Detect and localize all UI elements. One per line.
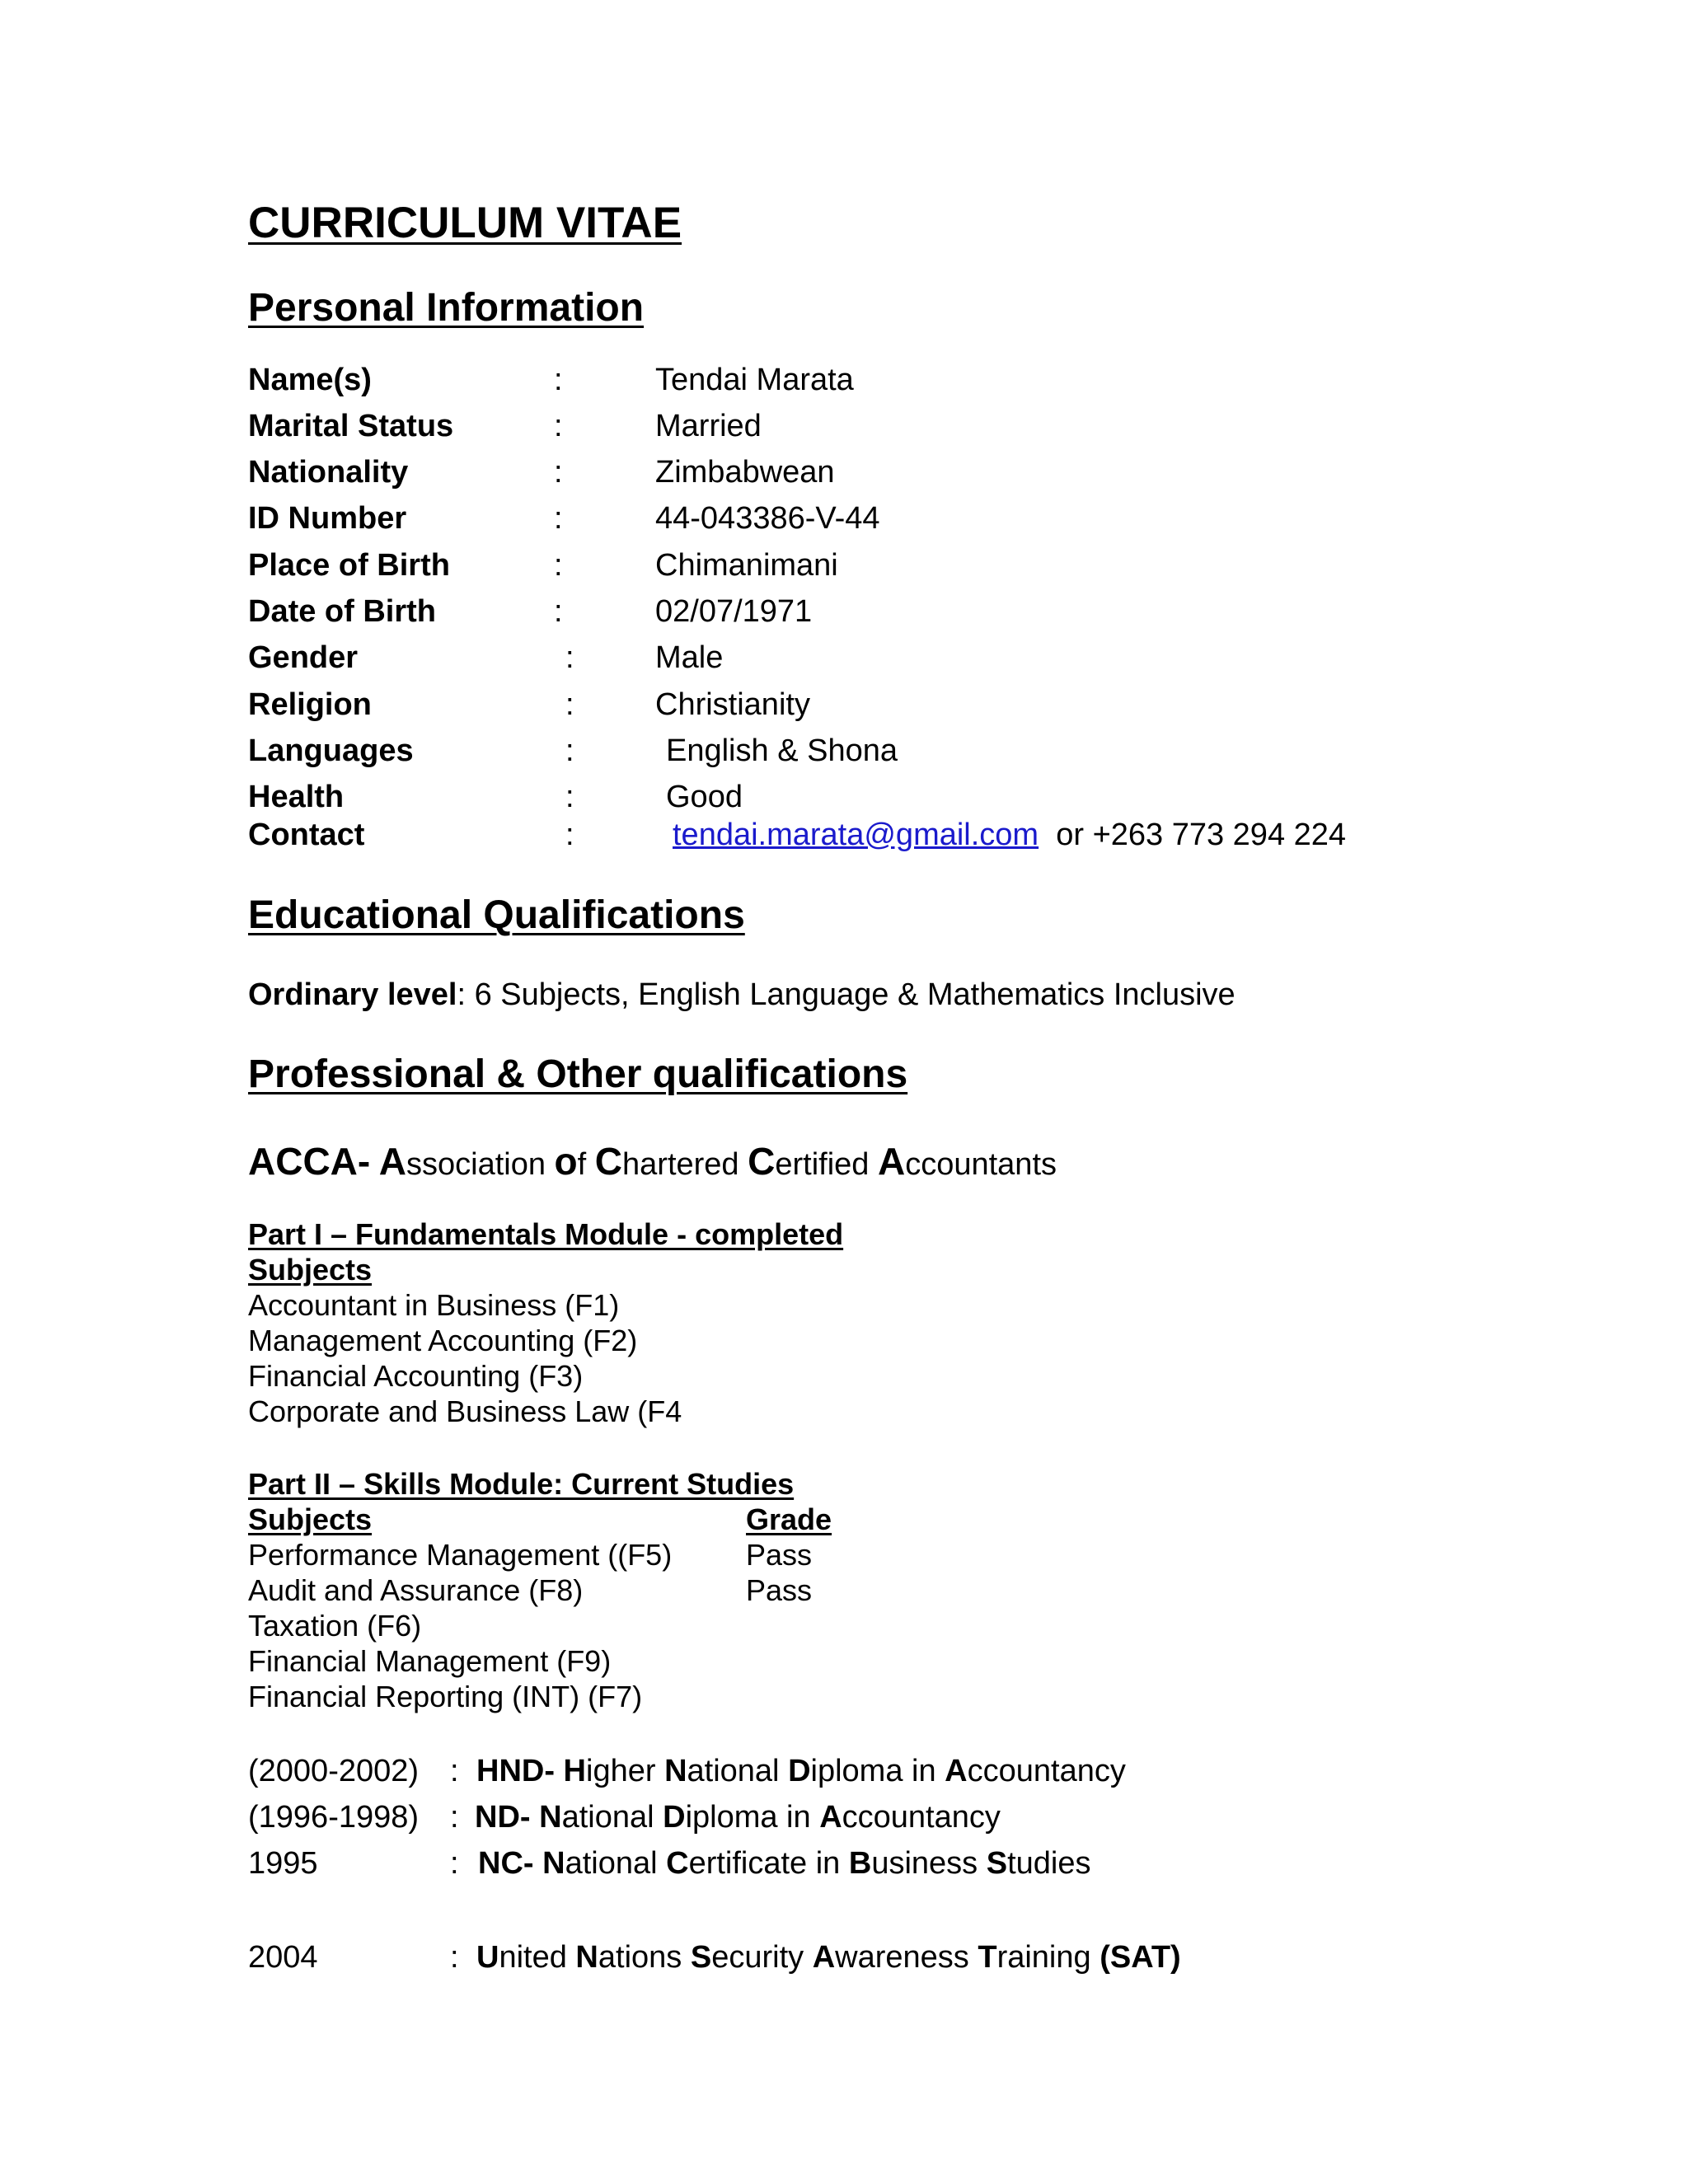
part1-subject: Accountant in Business (F1)	[248, 1288, 620, 1322]
info-value-contact	[673, 818, 1346, 853]
info-colon: :	[554, 409, 563, 443]
part2-subjects-label: Subjects	[248, 1502, 373, 1536]
acca-initial: A	[378, 1140, 406, 1183]
acca-initial: C	[748, 1140, 776, 1183]
info-value-health: Good	[666, 780, 743, 814]
olevel-text: : 6 Subjects, English Language & Mathematics Inclusive	[457, 977, 1236, 1012]
part1-heading: Part I – Fundamentals Module - completed	[248, 1217, 844, 1251]
part2-subject: Audit and Assurance (F8)	[248, 1573, 584, 1607]
timeline-initial: S	[690, 1940, 712, 1975]
info-label-name: Name(s)	[248, 363, 372, 397]
info-colon: :	[554, 363, 563, 397]
document-title: CURRICULUM VITAE	[248, 199, 682, 247]
timeline-entry	[476, 1754, 1126, 1789]
part2-subject: Performance Management ((F5)	[248, 1538, 673, 1572]
info-value-religion: Christianity	[655, 687, 810, 722]
timeline-initial: U	[476, 1940, 499, 1975]
timeline-word: iploma in	[685, 1800, 820, 1835]
acca-word: ccountants	[905, 1147, 1057, 1182]
part1-subject: Management Accounting (F2)	[248, 1324, 638, 1357]
info-label-religion: Religion	[248, 687, 372, 722]
info-value-date-of-birth: 02/07/1971	[655, 594, 813, 629]
timeline-colon: :	[450, 1800, 459, 1835]
info-label-marital-status: Marital Status	[248, 409, 454, 443]
info-value-place-of-birth: Chimanimani	[655, 548, 838, 583]
timeline-entry	[475, 1800, 1001, 1835]
timeline-initial: T	[978, 1940, 997, 1975]
timeline-colon: :	[450, 1846, 459, 1881]
timeline-word: ccountancy	[967, 1754, 1126, 1788]
timeline-initial: A	[812, 1940, 836, 1975]
info-label-date-of-birth: Date of Birth	[248, 594, 436, 629]
info-colon: :	[554, 548, 563, 583]
phone-number: or +263 773 294 224	[1056, 818, 1347, 852]
acca-word: ssociation	[406, 1147, 546, 1182]
timeline-initial: N	[575, 1940, 598, 1975]
info-colon: :	[565, 780, 574, 814]
timeline-word: iploma in	[810, 1754, 945, 1788]
timeline-initial: N	[539, 1800, 562, 1835]
timeline-initial: N	[664, 1754, 687, 1788]
timeline-word: ccountancy	[842, 1800, 1001, 1835]
part2-grade-label: Grade	[746, 1502, 832, 1536]
part1-subject: Corporate and Business Law (F4	[248, 1394, 682, 1428]
timeline-initial: A	[819, 1800, 842, 1835]
info-label-nationality: Nationality	[248, 455, 409, 490]
info-label-gender: Gender	[248, 640, 359, 675]
timeline-initial: N	[542, 1846, 565, 1881]
education-heading: Educational Qualifications	[248, 893, 745, 937]
timeline-period: (1996-1998)	[248, 1800, 420, 1835]
timeline-initial: S	[986, 1846, 1008, 1881]
info-colon: :	[554, 455, 563, 490]
acca-initial: C	[594, 1140, 623, 1183]
info-value-id-number: 44-043386-V-44	[655, 501, 880, 536]
timeline-word: ational	[561, 1800, 663, 1835]
timeline-word: ational	[687, 1754, 789, 1788]
timeline-period: (2000-2002)	[248, 1754, 420, 1788]
timeline-initial: D	[663, 1800, 686, 1835]
info-label-health: Health	[248, 780, 345, 814]
info-colon: :	[565, 640, 574, 675]
timeline-abbr: HND-	[476, 1754, 555, 1788]
timeline-colon: :	[450, 1754, 459, 1788]
info-value-nationality: Zimbabwean	[655, 455, 835, 490]
info-colon: :	[554, 594, 563, 629]
timeline-word: ational	[565, 1846, 667, 1881]
part2-heading: Part II – Skills Module: Current Studies	[248, 1467, 795, 1501]
timeline-initial: A	[945, 1754, 968, 1788]
timeline-colon: :	[450, 1940, 459, 1975]
info-label-contact: Contact	[248, 818, 365, 852]
info-label-languages: Languages	[248, 733, 414, 768]
olevel-label: Ordinary level	[248, 977, 457, 1012]
acca-initial: A	[877, 1140, 906, 1183]
info-value-marital-status: Married	[655, 409, 762, 443]
timeline-abbr: ND-	[475, 1800, 531, 1835]
part2-grade: Pass	[746, 1573, 813, 1607]
info-colon: :	[565, 818, 574, 852]
info-colon: :	[565, 687, 574, 722]
timeline-word: ertificate in	[688, 1846, 849, 1881]
timeline-word: nited	[499, 1940, 576, 1975]
email-link[interactable]: tendai.marata@gmail.com	[673, 818, 1039, 852]
part1-subject: Financial Accounting (F3)	[248, 1359, 584, 1393]
part1-subjects-label: Subjects	[248, 1253, 373, 1286]
professional-heading: Professional & Other qualifications	[248, 1052, 908, 1096]
timeline-entry	[478, 1846, 1091, 1882]
timeline-word: igher	[586, 1754, 665, 1788]
timeline-abbr: NC-	[478, 1846, 534, 1881]
acca-word: f	[577, 1147, 587, 1182]
acca-word: hartered	[622, 1147, 739, 1182]
acca-line	[248, 1139, 1057, 1183]
acca-initial: o	[554, 1140, 578, 1183]
info-value-gender: Male	[655, 640, 724, 675]
info-colon: :	[565, 733, 574, 768]
part2-subject: Financial Management (F9)	[248, 1644, 612, 1678]
part2-subject: Taxation (F6)	[248, 1609, 422, 1643]
acca-abbr: ACCA-	[248, 1140, 371, 1183]
info-label-id-number: ID Number	[248, 501, 407, 536]
timeline-entry	[476, 1940, 1181, 1975]
timeline-period: 2004	[248, 1940, 318, 1975]
timeline-initial: H	[563, 1754, 586, 1788]
timeline-word: raining	[996, 1940, 1100, 1975]
timeline-period: 1995	[248, 1846, 318, 1881]
part2-grade: Pass	[746, 1538, 813, 1572]
timeline-word: ations	[598, 1940, 691, 1975]
timeline-initial: B	[848, 1846, 872, 1881]
timeline-initial: D	[788, 1754, 811, 1788]
personal-info-heading: Personal Information	[248, 286, 645, 330]
timeline-word: wareness	[835, 1940, 978, 1975]
info-colon: :	[554, 501, 563, 536]
acca-word: ertified	[775, 1147, 870, 1182]
info-label-place-of-birth: Place of Birth	[248, 548, 450, 583]
timeline-word: usiness	[871, 1846, 987, 1881]
timeline-word: tudies	[1007, 1846, 1091, 1881]
info-value-name: Tendai Marata	[655, 363, 854, 397]
timeline-initial: C	[666, 1846, 689, 1881]
info-value-languages: English & Shona	[666, 733, 898, 768]
timeline-abbr: (SAT)	[1100, 1940, 1181, 1975]
olevel-line	[248, 977, 1236, 1013]
timeline-word: ecurity	[711, 1940, 813, 1975]
part2-subject: Financial Reporting (INT) (F7)	[248, 1680, 643, 1713]
